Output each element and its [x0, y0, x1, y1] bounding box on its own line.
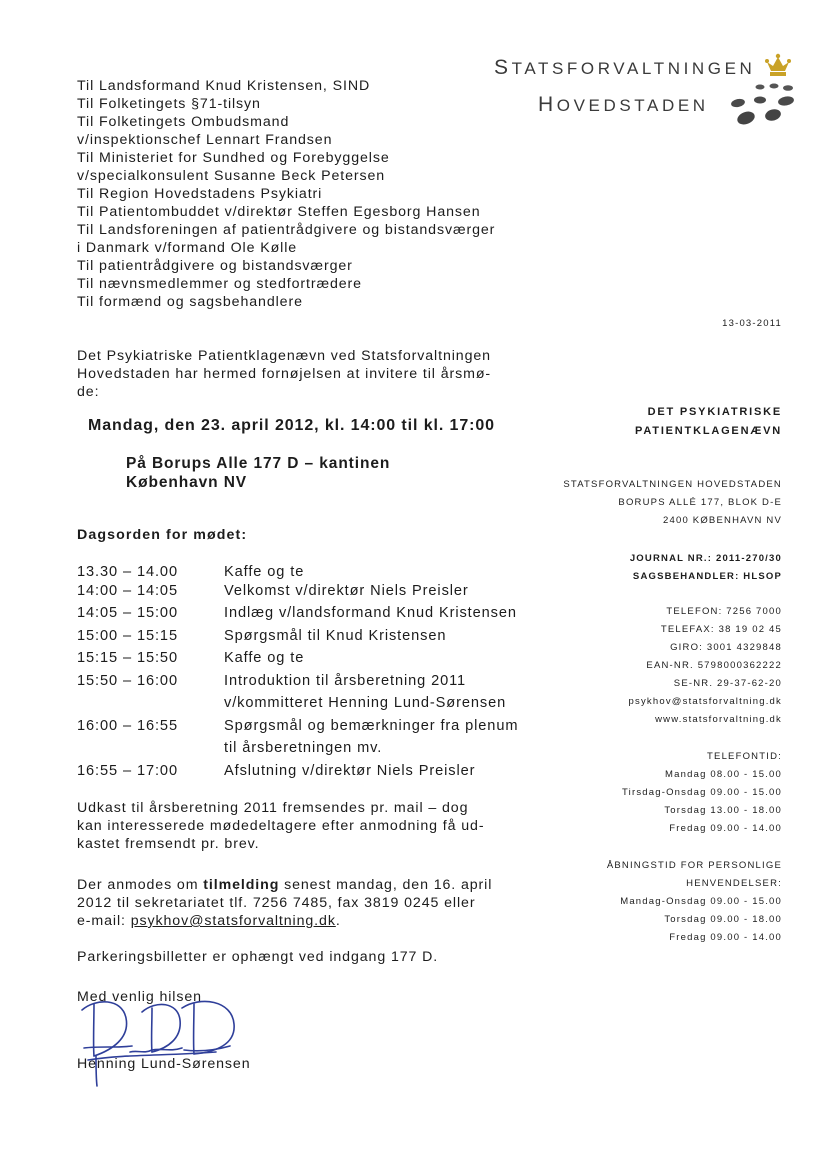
agenda-title: Dagsorden for mødet:	[77, 527, 248, 543]
venue-line: København NV	[126, 474, 248, 491]
agenda-row	[77, 625, 518, 648]
signup-post: senest mandag, den 16. april	[279, 877, 493, 893]
agenda-list	[77, 561, 518, 782]
addressee-line: Til Folketingets Ombudsmand	[77, 114, 290, 130]
agenda-item: Kaffe og te	[224, 564, 305, 580]
addressee-line: Til nævnsmedlemmer og stedfortrædere	[77, 276, 362, 292]
opening-hours-title: ÅBNINGSTID FOR PERSONLIGE	[606, 860, 782, 871]
agenda-item: Spørgsmål og bemærkninger fra plenum	[224, 717, 519, 734]
address-line: 2400 KØBENHAVN NV	[663, 515, 782, 526]
address-line: STATSFORVALTNINGEN HOVEDSTADEN	[563, 479, 782, 490]
meeting-datetime: Mandag, den 23. april 2012, kl. 14:00 til kl. 17:00	[88, 417, 495, 434]
agenda-row	[77, 715, 518, 760]
logo-line2-cap: H	[538, 93, 557, 116]
phone-hours-title: TELEFONTID:	[707, 751, 782, 762]
agenda-time: 15:50 – 16:00	[77, 672, 178, 689]
venue-line: På Borups Alle 177 D – kantinen	[126, 455, 391, 472]
draft-note-paragraph	[77, 799, 484, 853]
agenda-item: Indlæg v/landsformand Knud Kristensen	[224, 605, 517, 621]
agenda-time: 16:00 – 16:55	[77, 717, 178, 734]
agenda-row	[77, 602, 518, 625]
crown-icon	[764, 52, 792, 78]
signup-pre: Der anmodes om	[77, 877, 204, 893]
addressee-line: i Danmark v/formand Ole Kølle	[77, 240, 298, 256]
agenda-row	[77, 670, 518, 715]
addressee-line: Til Region Hovedstadens Psykiatri	[77, 186, 323, 202]
agenda-row	[77, 760, 518, 783]
phone-hours	[622, 748, 782, 838]
opening-hours-line: Fredag 09.00 - 14.00	[669, 932, 782, 943]
agenda-item: Spørgsmål til Knud Kristensen	[224, 627, 447, 644]
contact-info	[629, 603, 782, 729]
opening-hours-line: Mandag-Onsdag 09.00 - 15.00	[620, 896, 782, 907]
sender-address	[563, 476, 782, 530]
sender-title-line: DET PSYKIATRISKE	[647, 406, 782, 418]
opening-hours	[607, 857, 782, 947]
journal-info	[630, 550, 782, 586]
agenda-item: Afslutning v/direktør Niels Preisler	[224, 762, 476, 779]
agenda-time: 13.30 – 14.00	[77, 564, 178, 580]
fax-number: TELEFAX: 38 19 02 45	[660, 624, 782, 635]
intro-line: Det Psykiatriske Patientklagenævn ved Statsforvaltningen	[77, 348, 491, 364]
intro-paragraph	[77, 347, 491, 401]
draft-note-line: kastet fremsendt pr. brev.	[77, 836, 260, 852]
giro-number: GIRO: 3001 4329848	[670, 642, 782, 653]
signer-name: Henning Lund-Sørensen	[77, 1056, 251, 1072]
letter-date: 13-03-2011	[722, 318, 782, 329]
logo-line1-rest: TATSFORVALTNINGEN	[511, 59, 756, 78]
agenda-row	[77, 647, 518, 670]
phone-hours-line: Fredag 09.00 - 14.00	[669, 823, 782, 834]
agenda-row	[77, 580, 518, 603]
intro-line: Hovedstaden har hermed fornøjelsen at invitere til årsmø-	[77, 366, 492, 382]
contact-email: psykhov@statsforvaltning.dk	[628, 696, 782, 707]
address-line: BORUPS ALLÉ 177, BLOK D-E	[618, 497, 782, 508]
logo-wordmark-line1	[494, 56, 755, 80]
addressee-line: Til patientrådgivere og bistandsværger	[77, 258, 353, 274]
signup-line: 2012 til sekretariatet tlf. 7256 7485, fax 3819 0245 eller	[77, 895, 476, 911]
phone-hours-line: Torsdag 13.00 - 18.00	[664, 805, 782, 816]
phone-hours-line: Mandag 08.00 - 15.00	[665, 769, 782, 780]
agenda-time: 14:05 – 15:00	[77, 605, 178, 621]
handwritten-signature	[66, 990, 246, 1088]
sender-department	[635, 403, 782, 441]
signup-paragraph	[77, 876, 492, 930]
dots-logo-icon	[726, 80, 798, 130]
agenda-time: 14:00 – 14:05	[77, 582, 178, 599]
signup-keyword: tilmelding	[203, 877, 280, 893]
opening-hours-title: HENVENDELSER:	[686, 878, 782, 889]
phone-number: TELEFON: 7256 7000	[666, 606, 782, 617]
addressee-line: Til formænd og sagsbehandlere	[77, 294, 303, 310]
addressee-line: Til Folketingets §71-tilsyn	[77, 96, 261, 112]
se-number: SE-NR. 29-37-62-20	[673, 678, 782, 689]
logo-line1-cap: S	[494, 56, 512, 79]
agenda-item: Velkomst v/direktør Niels Preisler	[224, 582, 469, 599]
agenda-item: Introduktion til årsberetning 2011	[224, 672, 467, 689]
email-label: e-mail:	[77, 913, 131, 929]
meeting-venue	[126, 454, 390, 492]
addressee-line: v/specialkonsulent Susanne Beck Petersen	[77, 168, 386, 184]
addressee-line: Til Ministeriet for Sundhed og Forebyggelse	[77, 150, 390, 166]
agenda-time: 16:55 – 17:00	[77, 762, 178, 779]
addressee-line: v/inspektionschef Lennart Frandsen	[77, 132, 333, 148]
sender-title-line: PATIENTKLAGENÆVN	[635, 425, 782, 437]
draft-note-line: kan interesserede mødedeltagere efter anmodning få ud-	[77, 818, 485, 834]
agenda-time: 15:00 – 15:15	[77, 627, 178, 644]
intro-line: de:	[77, 384, 100, 400]
logo-line2-rest: OVEDSTADEN	[556, 96, 709, 115]
agenda-item: til årsberetningen mv.	[224, 740, 383, 756]
agenda-item: Kaffe og te	[224, 650, 305, 666]
draft-note-line: Udkast til årsberetning 2011 fremsendes pr. mail – dog	[77, 800, 469, 816]
case-handler: SAGSBEHANDLER: HLSOP	[632, 571, 782, 582]
agenda-item: v/kommitteret Henning Lund-Sørensen	[224, 695, 507, 711]
contact-website: www.statsforvaltning.dk	[655, 714, 782, 725]
phone-hours-line: Tirsdag-Onsdag 09.00 - 15.00	[622, 787, 782, 798]
addressee-line: Til Landsformand Knud Kristensen, SIND	[77, 78, 371, 94]
parking-note: Parkeringsbilletter er ophængt ved indgang 177 D.	[77, 949, 439, 965]
signup-line	[77, 876, 492, 894]
email-link[interactable]: psykhov@statsforvaltning.dk	[130, 913, 336, 929]
addressee-line: Til Patientombuddet v/direktør Steffen Egesborg Hansen	[77, 204, 481, 220]
email-period: .	[335, 913, 341, 929]
closing-greeting: Med venlig hilsen	[77, 989, 202, 1005]
journal-number: JOURNAL NR.: 2011-270/30	[629, 553, 782, 564]
ean-number: EAN-NR. 5798000362222	[646, 660, 782, 671]
addressee-list	[77, 77, 495, 311]
opening-hours-line: Torsdag 09.00 - 18.00	[664, 914, 782, 925]
agenda-time: 15:15 – 15:50	[77, 650, 178, 666]
logo-wordmark-line2	[538, 93, 709, 117]
addressee-line: Til Landsforeningen af patientrådgivere og bistandsværger	[77, 222, 496, 238]
signup-line	[77, 912, 492, 930]
